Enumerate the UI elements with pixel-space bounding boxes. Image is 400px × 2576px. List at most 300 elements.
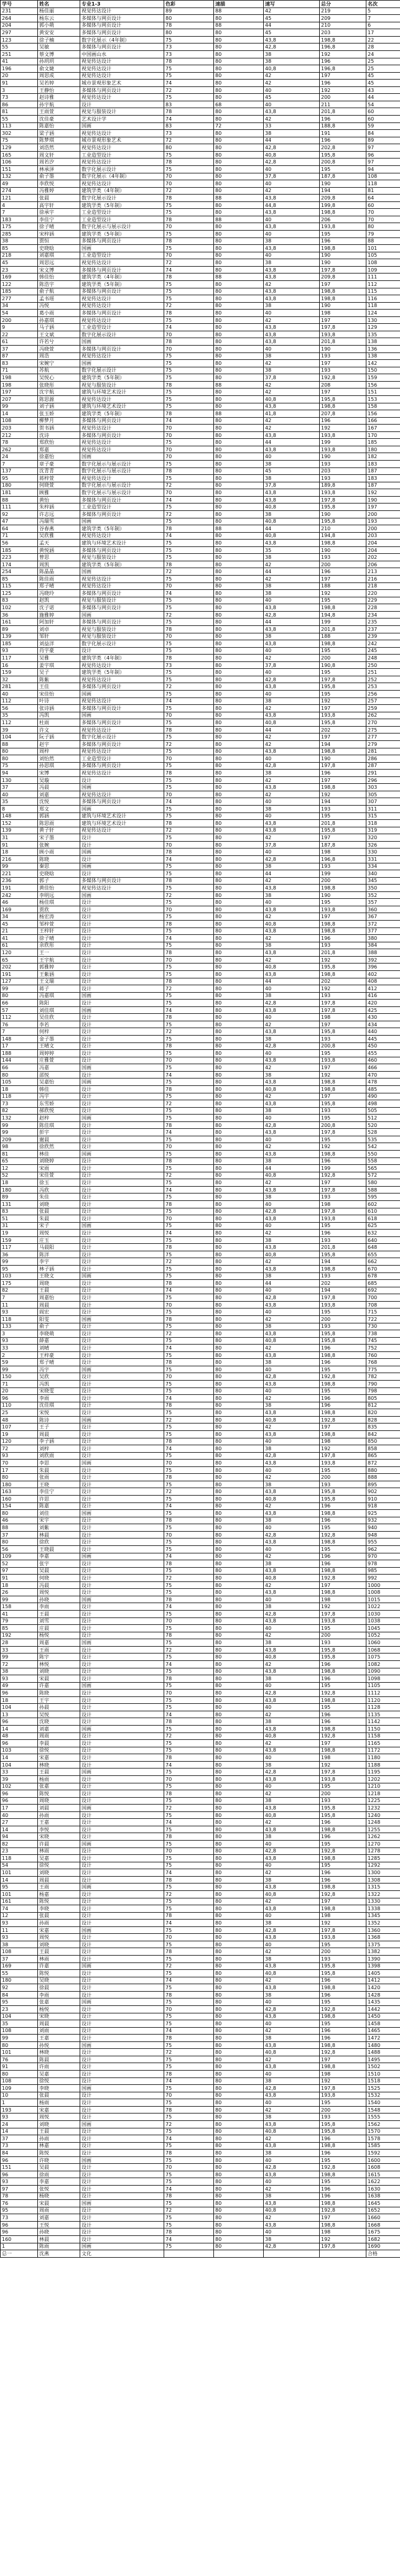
cell-color-score: 75 bbox=[164, 1884, 214, 1891]
cell-total-score: 200 bbox=[320, 94, 366, 101]
table-row bbox=[1, 820, 400, 827]
cell-sketch-score: 80 bbox=[214, 1898, 264, 1905]
cell-major: 多媒体与网页设计 bbox=[80, 705, 164, 712]
cell-total-score: 196 bbox=[320, 1833, 366, 1841]
cell-student-id: 161 bbox=[1, 1898, 38, 1905]
cell-sketch-score: 80 bbox=[214, 1956, 264, 1963]
cell-total-score: 192 bbox=[320, 1761, 366, 1769]
cell-quick-sketch-score: 42 bbox=[264, 561, 320, 568]
cell-student-id: 183 bbox=[1, 216, 38, 223]
cell-quick-sketch-score: 38 bbox=[264, 302, 320, 310]
cell-sketch-score: 80 bbox=[214, 1934, 264, 1941]
cell-student-id: 144 bbox=[1, 1057, 38, 1064]
table-row bbox=[1, 863, 400, 870]
table-row bbox=[1, 2049, 400, 2056]
cell-sketch-score: 80 bbox=[214, 734, 264, 741]
table-row bbox=[1, 36, 400, 44]
cell-color-score: 75 bbox=[164, 439, 214, 446]
header-total-score: 总分 bbox=[320, 1, 366, 8]
cell-name: 王悦 bbox=[38, 2221, 80, 2229]
cell-rank: 130 bbox=[366, 316, 400, 324]
cell-quick-sketch-score: 42,8 bbox=[264, 1611, 320, 1618]
table-row bbox=[1, 151, 400, 159]
cell-quick-sketch-score: 43,8 bbox=[264, 1567, 320, 1575]
cell-color-score: 73 bbox=[164, 44, 214, 51]
cell-total-score: 193,8 bbox=[320, 223, 366, 231]
cell-major: 设计 bbox=[80, 964, 164, 971]
cell-color-score: 75 bbox=[164, 2128, 214, 2135]
table-row bbox=[1, 223, 400, 231]
cell-name: 周悦 bbox=[38, 1589, 80, 1596]
cell-student-id: 169 bbox=[1, 906, 38, 913]
table-row bbox=[1, 1502, 400, 1510]
cell-major: 设计 bbox=[80, 1093, 164, 1100]
cell-rank: 470 bbox=[366, 1071, 400, 1079]
cell-quick-sketch-score: 38 bbox=[264, 2114, 320, 2121]
cell-color-score: 75 bbox=[164, 518, 214, 525]
cell-student-id: 96 bbox=[1, 2229, 38, 2236]
cell-major: 设计 bbox=[80, 1783, 164, 1790]
cell-student-id: 139 bbox=[1, 633, 38, 640]
cell-total-score: 197 bbox=[320, 1740, 366, 1747]
table-row bbox=[1, 2164, 400, 2171]
cell-rank: 291 bbox=[366, 770, 400, 777]
cell-quick-sketch-score: 42 bbox=[264, 935, 320, 942]
cell-student-id: 41 bbox=[1, 935, 38, 942]
cell-total-score: 197 bbox=[320, 72, 366, 80]
cell-name: 庄雅萱 bbox=[38, 1057, 80, 1064]
cell-rank: 372 bbox=[366, 921, 400, 928]
cell-color-score: 75 bbox=[164, 1611, 214, 1618]
cell-total-score: 195,8 bbox=[320, 1251, 366, 1258]
cell-rank: 44 bbox=[366, 94, 400, 101]
cell-total-score: 198,8 bbox=[320, 540, 366, 547]
cell-student-id: 93 bbox=[1, 647, 38, 655]
cell-color-score: 75 bbox=[164, 1079, 214, 1086]
cell-rank: 320 bbox=[366, 834, 400, 842]
cell-student-id: 35 bbox=[1, 2020, 38, 2028]
cell-total-score: 194,8 bbox=[320, 611, 366, 619]
cell-sketch-score: 80 bbox=[214, 1351, 264, 1359]
cell-student-id: 51 bbox=[1, 1215, 38, 1223]
cell-quick-sketch-score: 40 bbox=[264, 1704, 320, 1711]
cell-rank: 60 bbox=[366, 201, 400, 209]
table-row bbox=[1, 1143, 400, 1151]
cell-student-id: 192 bbox=[1, 1632, 38, 1639]
cell-name: 宋子墨 bbox=[38, 834, 80, 842]
cell-quick-sketch-score: 42,8 bbox=[264, 1042, 320, 1050]
cell-color-score: 72 bbox=[164, 1962, 214, 1970]
cell-quick-sketch-score: 40 bbox=[264, 216, 320, 223]
cell-name: 施雅婷 bbox=[38, 611, 80, 619]
cell-name: 宋晓 bbox=[38, 1833, 80, 1841]
cell-quick-sketch-score: 40,8 bbox=[264, 2207, 320, 2214]
cell-student-id: 18 bbox=[1, 1085, 38, 1093]
cell-rank: 1638 bbox=[366, 2192, 400, 2200]
cell-rank: 760 bbox=[366, 1351, 400, 1359]
cell-sketch-score: 80 bbox=[214, 1761, 264, 1769]
cell-color-score: 75 bbox=[164, 1545, 214, 1553]
cell-rank: 1278 bbox=[366, 1847, 400, 1855]
cell-major: 数字化展示设计 bbox=[80, 331, 164, 338]
cell-rank: 1682 bbox=[366, 2235, 400, 2243]
cell-rank: 872 bbox=[366, 1460, 400, 1467]
cell-color-score: 75 bbox=[164, 1826, 214, 1833]
cell-color-score: 70 bbox=[164, 2092, 214, 2099]
cell-total-score: 195 bbox=[320, 1524, 366, 1532]
cell-student-id: 65 bbox=[1, 956, 38, 964]
cell-total-score: 200 bbox=[320, 655, 366, 662]
cell-color-score: 75 bbox=[164, 1926, 214, 1934]
cell-color-score: 75 bbox=[164, 1539, 214, 1546]
cell-major: 多媒体与网页设计 bbox=[80, 310, 164, 317]
cell-sketch-score: 80 bbox=[214, 173, 264, 180]
cell-color-score: 72 bbox=[164, 510, 214, 518]
cell-sketch-score: 80 bbox=[214, 1402, 264, 1409]
cell-quick-sketch-score: 42 bbox=[264, 791, 320, 798]
cell-student-id: 45 bbox=[1, 921, 38, 928]
cell-total-score: 190 bbox=[320, 252, 366, 259]
cell-total-score: 200 bbox=[320, 1948, 366, 1956]
cell-rank: 1225 bbox=[366, 1797, 400, 1805]
cell-quick-sketch-score: 43,8 bbox=[264, 1747, 320, 1754]
cell-total-score: 195 bbox=[320, 1136, 366, 1143]
cell-major: 国画 bbox=[80, 611, 164, 619]
cell-major: 设计 bbox=[80, 2056, 164, 2063]
cell-student-id: 251 bbox=[1, 50, 38, 58]
cell-quick-sketch-score: 40 bbox=[264, 1912, 320, 1920]
table-row bbox=[1, 496, 400, 504]
cell-total-score: 195 bbox=[320, 1625, 366, 1632]
cell-rank: 81 bbox=[366, 187, 400, 195]
cell-sketch-score: 80 bbox=[214, 1266, 264, 1273]
cell-total-score: 194 bbox=[320, 740, 366, 748]
cell-quick-sketch-score: 44 bbox=[264, 870, 320, 878]
cell-name: 吴佳欣 bbox=[38, 1014, 80, 1021]
cell-sketch-score: 80 bbox=[214, 331, 264, 338]
table-row bbox=[1, 1732, 400, 1740]
cell-sketch-score: 80 bbox=[214, 1000, 264, 1007]
cell-name: 宋晓雯 bbox=[38, 1387, 80, 1395]
cell-color-score: 75 bbox=[164, 1668, 214, 1675]
cell-sketch-score: 80 bbox=[214, 1711, 264, 1718]
cell-student-id: 108 bbox=[1, 2077, 38, 2085]
cell-sketch-score: 80 bbox=[214, 770, 264, 777]
cell-quick-sketch-score: 42,8 bbox=[264, 144, 320, 152]
cell-sketch-score: 80 bbox=[214, 2243, 264, 2250]
cell-rank: 490 bbox=[366, 1093, 400, 1100]
cell-sketch-score: 80 bbox=[214, 165, 264, 173]
cell-color-score: 75 bbox=[164, 1115, 214, 1122]
cell-quick-sketch-score: 38 bbox=[264, 891, 320, 899]
cell-sketch-score: 80 bbox=[214, 2027, 264, 2035]
cell-total-score: 190 bbox=[320, 453, 366, 461]
table-row bbox=[1, 697, 400, 705]
cell-rank: 828 bbox=[366, 1416, 400, 1424]
cell-quick-sketch-score: 42 bbox=[264, 381, 320, 389]
cell-quick-sketch-score: 42 bbox=[264, 1093, 320, 1100]
cell-color-score: 74 bbox=[164, 1445, 214, 1453]
cell-name: 陈悦 bbox=[38, 1898, 80, 1905]
cell-name: 周梓 bbox=[38, 748, 80, 755]
cell-rank: 7 bbox=[366, 15, 400, 22]
cell-total-score: 195 bbox=[320, 597, 366, 604]
cell-quick-sketch-score: 40 bbox=[264, 1287, 320, 1294]
cell-quick-sketch-score: 43,8 bbox=[264, 604, 320, 612]
cell-quick-sketch-score: 42,8 bbox=[264, 1452, 320, 1460]
cell-major: 视觉传达设计 bbox=[80, 395, 164, 403]
cell-sketch-score: 80 bbox=[214, 1194, 264, 1201]
cell-rank: 880 bbox=[366, 1466, 400, 1474]
table-row bbox=[1, 661, 400, 669]
cell-student-id: 148 bbox=[1, 812, 38, 820]
cell-color-score: 75 bbox=[164, 245, 214, 252]
cell-rank: 259 bbox=[366, 705, 400, 712]
cell-total-score: 195,8 bbox=[320, 2128, 366, 2135]
cell-sketch-score: 80 bbox=[214, 604, 264, 612]
cell-sketch-score: 80 bbox=[214, 697, 264, 705]
table-row bbox=[1, 812, 400, 820]
cell-name: 许思 bbox=[38, 1496, 80, 1503]
cell-sketch-score: 80 bbox=[214, 1387, 264, 1395]
cell-color-score: 70 bbox=[164, 841, 214, 849]
cell-quick-sketch-score: 40 bbox=[264, 231, 320, 238]
cell-sketch-score: 80 bbox=[214, 80, 264, 87]
cell-total-score: 193 bbox=[320, 461, 366, 468]
cell-name: 宋嘉 bbox=[38, 2106, 80, 2114]
cell-major: 视觉传达设计 bbox=[80, 748, 164, 755]
cell-total-score: 198,8 bbox=[320, 2221, 366, 2229]
cell-name: 郭涵 bbox=[38, 812, 80, 820]
cell-name: 徐欣然 bbox=[38, 1143, 80, 1151]
cell-major: 视觉传达设计 bbox=[80, 885, 164, 892]
cell-name: 杨雨 bbox=[38, 1775, 80, 1783]
cell-sketch-score: 80 bbox=[214, 906, 264, 913]
cell-total-score: 193,8 bbox=[320, 2092, 366, 2099]
cell-color-score: 72 bbox=[164, 187, 214, 195]
cell-total-score: 196 bbox=[320, 1869, 366, 1877]
cell-major: 设计 bbox=[80, 1121, 164, 1129]
cell-total-score: 194 bbox=[320, 798, 366, 806]
cell-student-id: 198 bbox=[1, 381, 38, 389]
cell-sketch-score: 72 bbox=[214, 122, 264, 130]
cell-color-score: 74 bbox=[164, 1660, 214, 1668]
cell-color-score: 72 bbox=[164, 611, 214, 619]
cell-name: 高宇轩 bbox=[38, 201, 80, 209]
cell-name: 陈思源 bbox=[38, 395, 80, 403]
table-row bbox=[1, 1309, 400, 1316]
cell-name: 刘晴 bbox=[38, 1345, 80, 1352]
cell-student-id: 94 bbox=[1, 770, 38, 777]
cell-color-score: 75 bbox=[164, 1726, 214, 1733]
cell-quick-sketch-score: 38 bbox=[264, 1445, 320, 1453]
table-row bbox=[1, 1409, 400, 1417]
cell-quick-sketch-score: 40 bbox=[264, 1366, 320, 1373]
cell-student-id: 108 bbox=[1, 2027, 38, 2035]
cell-color-score: 75 bbox=[164, 691, 214, 698]
cell-total-score: 193 bbox=[320, 1323, 366, 1330]
cell-major: 设计 bbox=[80, 1287, 164, 1294]
cell-color-score: 75 bbox=[164, 1381, 214, 1388]
cell-rank: 88 bbox=[366, 237, 400, 245]
cell-sketch-score: 80 bbox=[214, 2071, 264, 2078]
table-row bbox=[1, 1797, 400, 1805]
cell-quick-sketch-score: 40,8 bbox=[264, 504, 320, 511]
cell-quick-sketch-score: 40,8 bbox=[264, 518, 320, 525]
cell-student-id: 17 bbox=[1, 1805, 38, 1812]
cell-total-score: 198,8 bbox=[320, 748, 366, 755]
cell-quick-sketch-score: 40 bbox=[264, 597, 320, 604]
table-row bbox=[1, 280, 400, 288]
cell-student-id: 14 bbox=[1, 1826, 38, 1833]
cell-rank: 478 bbox=[366, 1079, 400, 1086]
cell-name: 林佳 bbox=[38, 1151, 80, 1158]
cell-color-score: 75 bbox=[164, 1194, 214, 1201]
cell-total-score: 195,8 bbox=[320, 1962, 366, 1970]
cell-color-score: 75 bbox=[164, 374, 214, 382]
table-row bbox=[1, 740, 400, 748]
cell-name: 张嘉 bbox=[38, 1783, 80, 1790]
cell-color-score: 72 bbox=[164, 1575, 214, 1582]
cell-name: 吴晓 bbox=[38, 1977, 80, 1984]
cell-quick-sketch-score: 40 bbox=[264, 691, 320, 698]
cell-rank: 1180 bbox=[366, 1754, 400, 1762]
cell-major: 设计 bbox=[80, 2128, 164, 2135]
table-row bbox=[1, 568, 400, 576]
cell-quick-sketch-score: 43,8 bbox=[264, 1129, 320, 1136]
cell-name: 吴悦 bbox=[38, 1711, 80, 1718]
cell-major: 工业造型设计 bbox=[80, 504, 164, 511]
cell-name: 沈佳琪 bbox=[38, 1402, 80, 1409]
table-row bbox=[1, 1999, 400, 2006]
cell-color-score: 74 bbox=[164, 1071, 214, 1079]
cell-student-id: 24 bbox=[1, 453, 38, 461]
cell-rank: 1315 bbox=[366, 1884, 400, 1891]
cell-rank: 213 bbox=[366, 568, 400, 576]
cell-sketch-score: 80 bbox=[214, 1890, 264, 1898]
cell-sketch-score: 80 bbox=[214, 1359, 264, 1366]
cell-student-id: 123 bbox=[1, 36, 38, 44]
cell-sketch-score: 80 bbox=[214, 1811, 264, 1819]
table-row bbox=[1, 1524, 400, 1532]
table-row bbox=[1, 1430, 400, 1438]
table-row bbox=[1, 913, 400, 921]
cell-color-score: 73 bbox=[164, 661, 214, 669]
table-row bbox=[1, 1948, 400, 1956]
cell-total-score: 197 bbox=[320, 913, 366, 921]
cell-quick-sketch-score: 38 bbox=[264, 554, 320, 561]
cell-student-id: 202 bbox=[1, 964, 38, 971]
cell-name: 王静怡 bbox=[38, 86, 80, 94]
cell-sketch-score: 80 bbox=[214, 1603, 264, 1611]
cell-sketch-score: 80 bbox=[214, 755, 264, 763]
cell-quick-sketch-score: 42 bbox=[264, 655, 320, 662]
cell-quick-sketch-score: 38 bbox=[264, 1920, 320, 1927]
table-row bbox=[1, 1884, 400, 1891]
cell-rank: 94 bbox=[366, 165, 400, 173]
cell-rank: 234 bbox=[366, 611, 400, 619]
table-row bbox=[1, 1660, 400, 1668]
cell-student-id: 99 bbox=[1, 1258, 38, 1266]
table-row bbox=[1, 1639, 400, 1647]
cell-sketch-score: 80 bbox=[214, 475, 264, 482]
cell-quick-sketch-score: 44 bbox=[264, 726, 320, 734]
cell-major: 设计 bbox=[80, 1898, 164, 1905]
cell-rank: 1135 bbox=[366, 1711, 400, 1718]
table-row bbox=[1, 885, 400, 892]
cell-student-id: 74 bbox=[1, 1905, 38, 1913]
cell-major: 设计 bbox=[80, 101, 164, 108]
cell-sketch-score: 80 bbox=[214, 1675, 264, 1683]
cell-major: 数字化展示与展示设计 bbox=[80, 467, 164, 475]
cell-rank: 357 bbox=[366, 899, 400, 906]
cell-student-id: 52 bbox=[1, 1172, 38, 1179]
cell-quick-sketch-score: 43,8 bbox=[264, 1934, 320, 1941]
cell-student-id: 9 bbox=[1, 324, 38, 331]
cell-total-score: 198,8 bbox=[320, 1826, 366, 1833]
cell-rank: 505 bbox=[366, 1107, 400, 1115]
table-row bbox=[1, 58, 400, 65]
cell-sketch-score: 68 bbox=[214, 101, 264, 108]
table-row bbox=[1, 1351, 400, 1359]
cell-rank: 685 bbox=[366, 1280, 400, 1287]
table-row bbox=[1, 1775, 400, 1783]
table-row bbox=[1, 352, 400, 360]
cell-color-score: 74 bbox=[164, 1287, 214, 1294]
table-row bbox=[1, 855, 400, 863]
table-row bbox=[1, 1115, 400, 1122]
cell-rank: 1532 bbox=[366, 2092, 400, 2099]
cell-rank: 216 bbox=[366, 576, 400, 583]
table-row bbox=[1, 389, 400, 396]
cell-major: 设计 bbox=[80, 2099, 164, 2107]
cell-sketch-score: 80 bbox=[214, 2077, 264, 2085]
cell-quick-sketch-score: 40,8 bbox=[264, 1575, 320, 1582]
cell-color-score: 75 bbox=[164, 1496, 214, 1503]
table-row bbox=[1, 1696, 400, 1704]
table-row bbox=[1, 316, 400, 324]
cell-major: 国画 bbox=[80, 1884, 164, 1891]
cell-student-id: 56 bbox=[1, 705, 38, 712]
cell-name: 阿加轩 bbox=[38, 619, 80, 626]
cell-name: 孙悦 bbox=[38, 2041, 80, 2049]
cell-quick-sketch-score: 38 bbox=[264, 1236, 320, 1244]
cell-rank: 1098 bbox=[366, 1675, 400, 1683]
cell-student-id: 159 bbox=[1, 1236, 38, 1244]
cell-name: 徐悦 bbox=[38, 2077, 80, 2085]
cell-rank: 1150 bbox=[366, 1726, 400, 1733]
cell-color-score: 75 bbox=[164, 1984, 214, 1992]
table-row bbox=[1, 1970, 400, 1977]
cell-major: 设计 bbox=[80, 1740, 164, 1747]
cell-total-score: 193,8 bbox=[320, 1775, 366, 1783]
table-row bbox=[1, 1244, 400, 1251]
cell-sketch-score: 80 bbox=[214, 446, 264, 453]
cell-quick-sketch-score: 42 bbox=[264, 316, 320, 324]
cell-major: 设计 bbox=[80, 1438, 164, 1445]
cell-total-score: 202 bbox=[320, 1280, 366, 1287]
cell-major: 数字化展示设计 bbox=[80, 734, 164, 741]
cell-color-score: 72 bbox=[164, 137, 214, 144]
cell-total-score: 195 bbox=[320, 899, 366, 906]
table-row bbox=[1, 453, 400, 461]
cell-major: 设计 bbox=[80, 1826, 164, 1833]
cell-major: 建筑学类（5年制） bbox=[80, 231, 164, 238]
table-row bbox=[1, 1962, 400, 1970]
cell-sketch-score: 80 bbox=[214, 180, 264, 188]
cell-quick-sketch-score: 43,8 bbox=[264, 1805, 320, 1812]
footer-row bbox=[1, 2250, 400, 2258]
